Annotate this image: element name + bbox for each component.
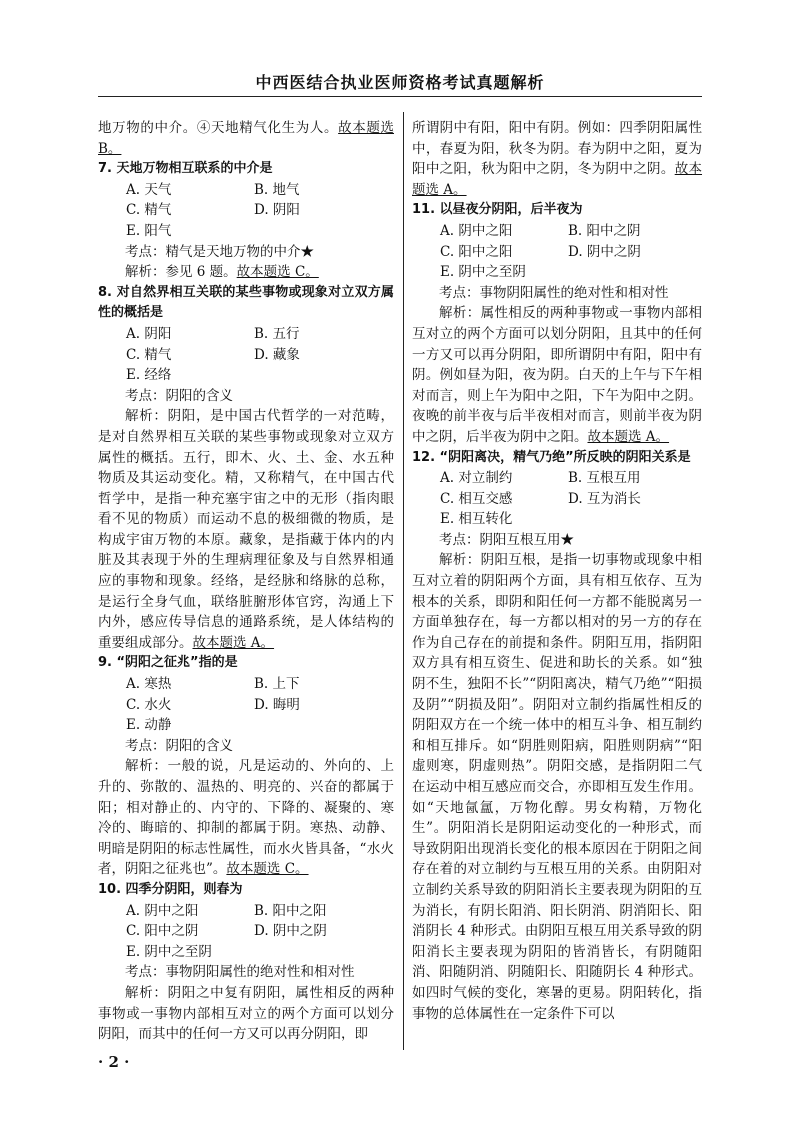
option: C. 阳中之阴	[126, 923, 199, 940]
option: D. 晦明	[254, 696, 300, 713]
option: A. 阴阳	[126, 325, 172, 342]
header-rule	[98, 96, 702, 97]
question-9-title: 9. “阴阳之征兆”指的是	[98, 655, 238, 671]
question-8-options	[98, 324, 394, 386]
question-12-title: 12. “阴阳离决，精气乃绝”所反映的阴阳关系是	[412, 449, 691, 465]
option: B. 互根互用	[568, 470, 641, 487]
question-8-kaodian: 考点：阴阳的含义	[125, 387, 233, 404]
question-10-jiexi: 解析：阴阳之中复有阴阳，属性相反的两种事物或一事物内部相互对立的两个方面可以划分阴阳，而其中的任何一方又可以再分阴阳，即	[98, 984, 394, 1043]
option: D. 阴中之阴	[568, 243, 641, 260]
column-divider	[403, 112, 404, 1050]
question-9-jiexi: 解析：一般的说，凡是运动的、外向的、上升的、弥散的、温热的、明亮的、兴奋的都属于阳；相对静止的、内守的、下降的、凝聚的、寒冷的、晦暗的、抑制的都属于阴。寒热、动静、明暗是阴阳的标志性属性，而水火皆具备，“水火者，阴阳之征兆也”。故本题选 C。	[98, 758, 394, 878]
question-7-jiexi: 解析：参见 6 题。故本题选 C。	[125, 264, 319, 281]
option: C. 精气	[126, 202, 172, 219]
option: C. 阳中之阳	[440, 243, 513, 260]
question-7-title: 7. 天地万物相互联系的中介是	[98, 161, 273, 177]
question-11-jiexi: 解析：属性相反的两种事物或一事物内部相互对立的两个方面可以划分阴阳，且其中的任何一方又可以再分阴阳，即所谓阴中有阳，阳中有阴。例如昼为阳，夜为阴。白天的上午与下午相对而言，则上午为阳中之阳，下午为阳中之阴。夜晚的前半夜与后半夜相对而言，则前半夜为阴中之阴，后半夜为阴中之阳。故本题选 A。	[412, 305, 702, 445]
option: E. 经络	[126, 367, 172, 384]
question-12-kaodian: 考点：阴阳互根互用★	[439, 531, 574, 548]
question-10-options	[98, 901, 394, 963]
option: A. 阴中之阳	[126, 902, 199, 919]
question-10-kaodian: 考点：事物阴阳属性的绝对性和相对性	[125, 964, 355, 981]
right-column	[412, 118, 702, 1024]
option: C. 相互交感	[440, 490, 513, 507]
question-11-options	[412, 221, 702, 283]
option: C. 水火	[126, 696, 172, 713]
option: A. 天气	[126, 181, 172, 198]
left-column	[98, 118, 394, 1045]
option: D. 阴中之阴	[254, 923, 327, 940]
question-8-jiexi: 解析：阴阳，是中国古代哲学的一对范畴，是对自然界相互关联的某些事物或现象对立双方属性的概括。五行，即木、火、土、金、水五种物质及其运动变化。精，又称精气，在中国古代哲学中，是指一种充塞宇宙之中的无形（指肉眼看不见的物质）而运动不息的极细微的物质，是构成宇宙万物的本原。藏象，是指藏于体内的内脏及其表现于外的生理病理征象及与自然界相通应的事物和现象。经络，是经脉和络脉的总称，是运行全身气血，联络脏腑形体官窍，沟通上下内外，感应传导信息的通路系统，是人体结构的重要组成部分。故本题选 A。	[98, 408, 394, 651]
question-7-options	[98, 180, 394, 242]
continuation-paragraph: 地万物的中介。④天地精气化生为人。故本题选 B。	[98, 120, 394, 157]
question-8-title: 8. 对自然界相互关联的某些事物或现象对立双方属性的概括是	[98, 284, 394, 321]
option: C. 精气	[126, 346, 172, 363]
option: A. 寒热	[126, 676, 172, 693]
question-12-options	[412, 468, 702, 530]
question-12-jiexi: 解析：阴阳互根，是指一切事物或现象中相互对立着的阴阳两个方面，具有相互依存、互为根本的关系，即阴和阳任何一方都不能脱离另一方面单独存在，每一方都以相对的另一方的存在作为自己存在的前提和条件。阴阳互用，指阴阳双方具有相互资生、促进和助长的关系。如“独阴不生，独阳不长”“阴阳离决，精气乃绝”“阳损及阴”“阴损及阳”。阴阳对立制约指属性相反的阴阳双方在一个统一体中的相互斗争、相互制约和相互排斥。如“阴胜则阳病，阳胜则阴病”“阳虚则寒，阴虚则热”。阴阳交感，是指阴阳二气在运动中相互感应而交合，亦即相互发生作用。如“天地氤氲，万物化醇。男女构精，万物化生”。阴阳消长是阴阳运动变化的一种形式，而导致阴阳出现消长变化的根本原因在于阴阳之间存在着的对立制约与互根互用的关系。由阴阳对立制约关系导致的阴阳消长主要表现为阴阳的互为消长，有阴长阳消、阳长阴消、阴消阳长、阳消阴长 4 种形式。由阴阳互根互用关系导致的阴阳消长主要表现为阴阳的皆消皆长，有阴随阳消、阳随阴消、阴随阳长、阳随阴长 4 种形式。如四时气候的变化，寒暑的更易。阴阳转化，指事物的总体属性在一定条件下可以	[412, 552, 702, 1022]
option: E. 阴中之至阴	[126, 943, 212, 960]
option: E. 阳气	[126, 222, 172, 239]
option: B. 地气	[254, 181, 300, 198]
option: E. 阴中之至阴	[440, 264, 526, 281]
page-header-title: 中西医结合执业医师资格考试真题解析	[255, 73, 545, 92]
continuation-paragraph: 所谓阴中有阳，阳中有阴。例如：四季阴阳属性中，春夏为阳，秋冬为阴。春为阴中之阳，夏为阳中之阳，秋为阳中之阴，冬为阴中之阴。故本题选 A。	[412, 120, 703, 198]
question-9-options	[98, 674, 394, 736]
question-9-kaodian: 考点：阴阳的含义	[125, 737, 233, 754]
option: B. 上下	[254, 676, 300, 693]
option: D. 阴阳	[254, 202, 300, 219]
option: E. 动静	[126, 717, 172, 734]
question-11-title: 11. 以昼夜分阴阳，后半夜为	[412, 202, 583, 218]
question-10-title: 10. 四季分阴阳，则春为	[98, 881, 243, 897]
option: B. 阳中之阴	[568, 222, 641, 239]
option: A. 阴中之阳	[440, 222, 513, 239]
option: B. 阳中之阳	[254, 902, 327, 919]
option: E. 相互转化	[440, 511, 513, 528]
option: D. 藏象	[254, 346, 300, 363]
option: D. 互为消长	[568, 490, 641, 507]
option: A. 对立制约	[440, 470, 513, 487]
question-11-kaodian: 考点：事物阴阳属性的绝对性和相对性	[439, 284, 669, 301]
question-7-kaodian: 考点：精气是天地万物的中介★	[125, 243, 314, 260]
page-number: · 2 ·	[98, 1053, 130, 1071]
option: B. 五行	[254, 325, 300, 342]
